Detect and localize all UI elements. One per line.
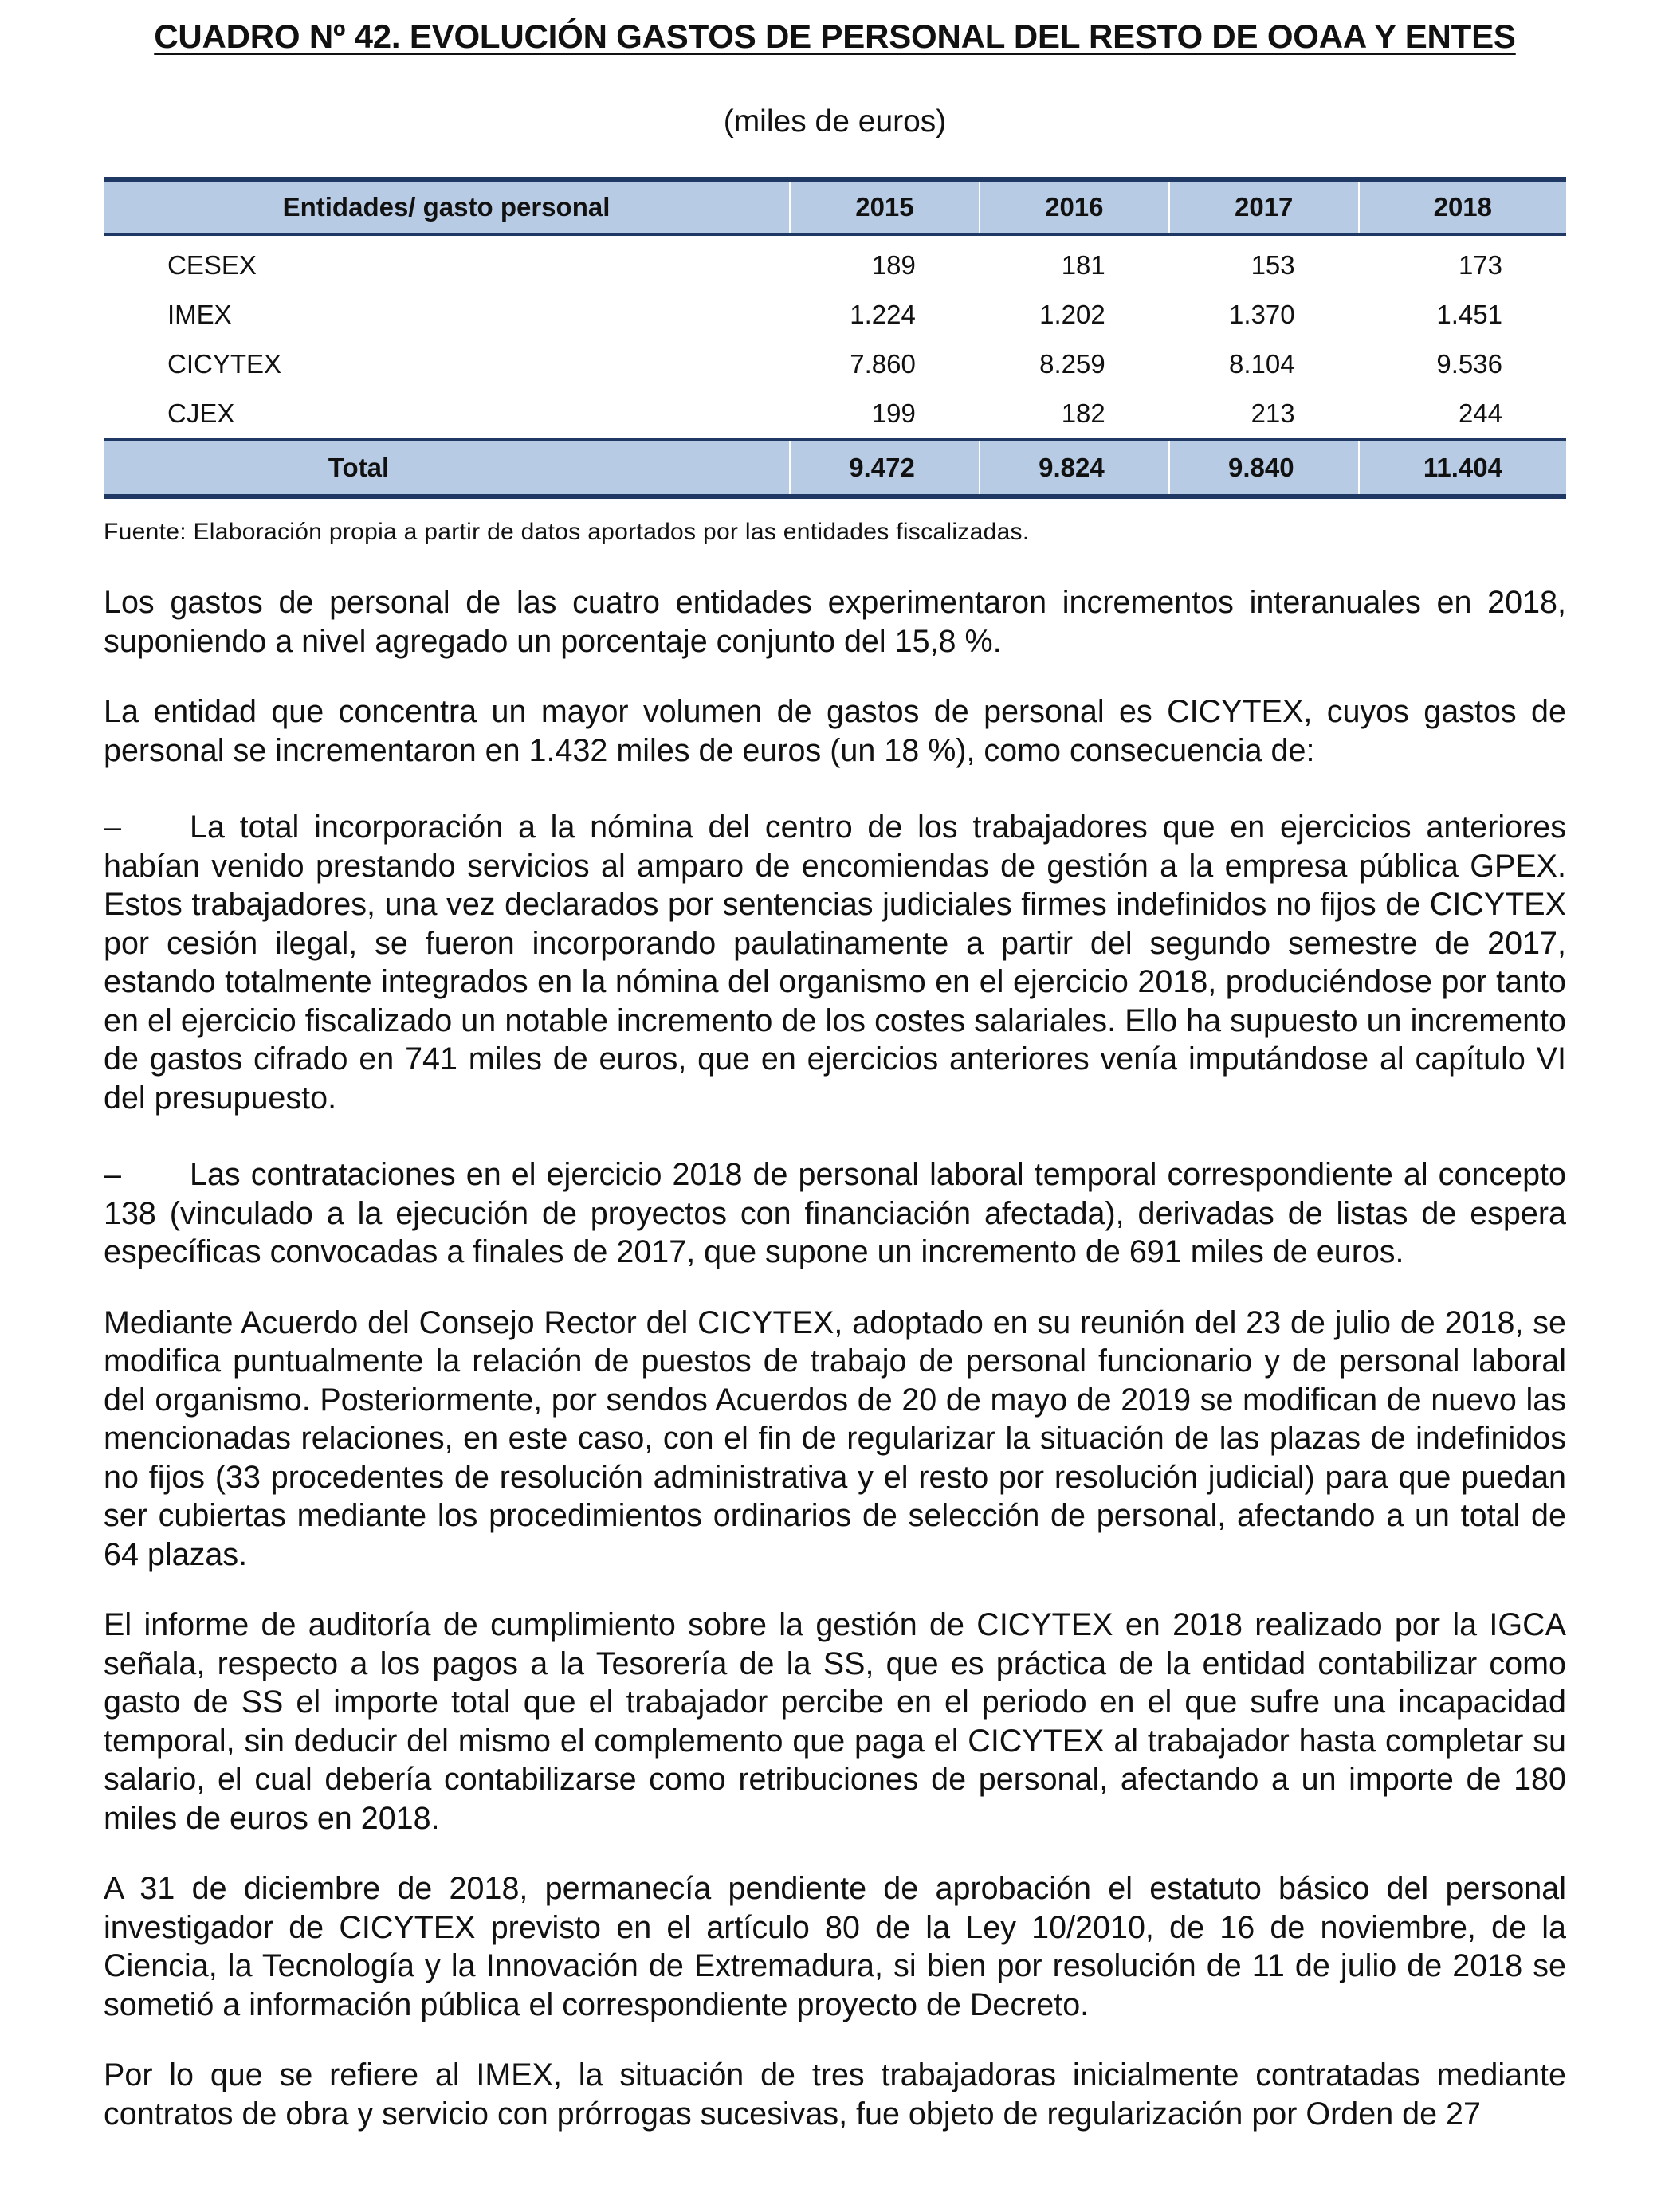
bullet-dash: –: [104, 1157, 121, 1192]
units-caption: (miles de euros): [723, 104, 947, 139]
total-label: Total: [328, 453, 390, 482]
cell-value: 153: [1251, 250, 1295, 280]
bullet-dash: –: [104, 810, 121, 845]
cell-value: 182: [1061, 398, 1105, 428]
cell-value: 1.202: [1039, 300, 1105, 329]
paragraph: La entidad que concentra un mayor volumen de gastos de personal es CICYTEX, cuyos gastos de personal se incrementaron en 1.432 miles de euros (un 18 %), como consecuencia de:: [104, 694, 1566, 768]
row-entity-name: CJEX: [167, 398, 235, 428]
table-total-row: [104, 440, 1566, 496]
cell-value: 8.259: [1039, 349, 1105, 378]
row-entity-name: IMEX: [167, 300, 232, 329]
cell-value: 244: [1458, 398, 1502, 428]
total-value: 11.404: [1359, 440, 1566, 496]
cell-value: 1.451: [1436, 300, 1502, 329]
paragraph: Mediante Acuerdo del Consejo Rector del CICYTEX, adoptado en su reunión del 23 de julio de 2018, se modifica puntualmente la relación de puestos de trabajo de personal funcionario y de personal laboral del organismo. Posteriormente, por sendos Acuerdos de 20 de mayo de 2019 se modifican de nuevo las mencionadas relaciones, en este caso, con el fin de regularizar la situación de las plazas de indefinidos no fijos (33 procedentes de resolución administrativa y el resto por resolución judicial) para que puedan ser cubiertas mediante los procedimientos ordinarios de selección de personal, afectando a un total de 64 plazas.: [104, 1304, 1566, 1572]
bullet-item: [104, 808, 1566, 1117]
cell-value: 1.224: [850, 300, 916, 329]
document-page: [104, 14, 1566, 2133]
cell-value: 199: [871, 398, 916, 428]
total-value: 9.840: [1169, 440, 1359, 496]
table-header-row: [104, 179, 1566, 234]
table-row: [104, 290, 1566, 339]
table-title: CUADRO Nº 42. EVOLUCIÓN GASTOS DE PERSONAL DEL RESTO DE OOAA Y ENTES: [154, 18, 1516, 55]
cell-value: 181: [1061, 250, 1105, 280]
cell-value: 1.370: [1229, 300, 1295, 329]
row-entity-name: CICYTEX: [167, 349, 282, 378]
paragraph: A 31 de diciembre de 2018, permanecía pendiente de aprobación el estatuto básico del personal investigador de CICYTEX previsto en el artículo 80 de la Ley 10/2010, de 16 de noviembre, de la Ciencia, la Tecnología y la Innovación de Extremadura, si bien por resolución de 11 de julio de 2018 se sometió a información pública el correspondiente proyecto de Decreto.: [104, 1871, 1566, 2022]
table-row: [104, 234, 1566, 290]
bullet-text: La total incorporación a la nómina del centro de los trabajadores que en ejercicios anteriores habían venido prestando servicios al amparo de encomiendas de gestión a la empresa pública GPEX. Estos trabajadores, una vez declarados por sentencias judiciales firmes indefinidos no fijos de CICYTEX por cesión ilegal, se fueron incorporando paulatinamente a partir del segundo semestre de 2017, estando totalmente integrados en la nómina del organismo en el ejercicio 2018, produciéndose por tanto en el ejercicio fiscalizado un notable incremento de los costes salariales. Ello ha supuesto un incremento de gastos cifrado en 741 miles de euros, que en ejercicios anteriores venía imputándose al capítulo VI del presupuesto.: [104, 810, 1566, 1116]
header-year-2017: 2017: [1169, 179, 1359, 234]
cell-value: 213: [1251, 398, 1295, 428]
cell-value: 9.536: [1436, 349, 1502, 378]
bullet-text: Las contrataciones en el ejercicio 2018 de personal laboral temporal correspondiente al concepto 138 (vinculado a la ejecución de proyectos con financiación afectada), derivadas de listas de espera específicas convocadas a finales de 2017, que supone un incremento de 691 miles de euros.: [104, 1157, 1566, 1269]
paragraph: Los gastos de personal de las cuatro entidades experimentaron incrementos interanuales en 2018, suponiendo a nivel agregado un porcentaje conjunto del 15,8 %.: [104, 585, 1566, 659]
bullet-item: [104, 1155, 1566, 1272]
header-entity: Entidades/ gasto personal: [282, 192, 611, 222]
cell-value: 7.860: [850, 349, 916, 378]
table-row: [104, 389, 1566, 440]
cell-value: 173: [1458, 250, 1502, 280]
paragraph: Por lo que se refiere al IMEX, la situación de tres trabajadoras inicialmente contratadas mediante contratos de obra y servicio con prórrogas sucesivas, fue objeto de regularización por Orden de 27: [104, 2057, 1566, 2132]
header-year-2018: 2018: [1359, 179, 1566, 234]
total-value: 9.472: [790, 440, 980, 496]
total-value: 9.824: [980, 440, 1169, 496]
personnel-expenses-table: [104, 177, 1566, 499]
cell-value: 8.104: [1229, 349, 1295, 378]
row-entity-name: CESEX: [167, 250, 257, 280]
paragraph: El informe de auditoría de cumplimiento sobre la gestión de CICYTEX en 2018 realizado por la IGCA señala, respecto a los pagos a la Tesorería de la SS, que es práctica de la entidad contabilizar como gasto de SS el importe total que el trabajador percibe en el periodo en el que sufre una incapacidad temporal, sin deducir del mismo el complemento que paga el CICYTEX al trabajador hasta completar su salario, el cual debería contabilizarse como retribuciones de personal, afectando a un importe de 180 miles de euros en 2018.: [104, 1607, 1566, 1836]
table-row: [104, 339, 1566, 389]
header-year-2015: 2015: [790, 179, 980, 234]
header-year-2016: 2016: [980, 179, 1169, 234]
table-source-note: Fuente: Elaboración propia a partir de datos aportados por las entidades fiscalizadas.: [104, 519, 1030, 545]
cell-value: 189: [871, 250, 916, 280]
